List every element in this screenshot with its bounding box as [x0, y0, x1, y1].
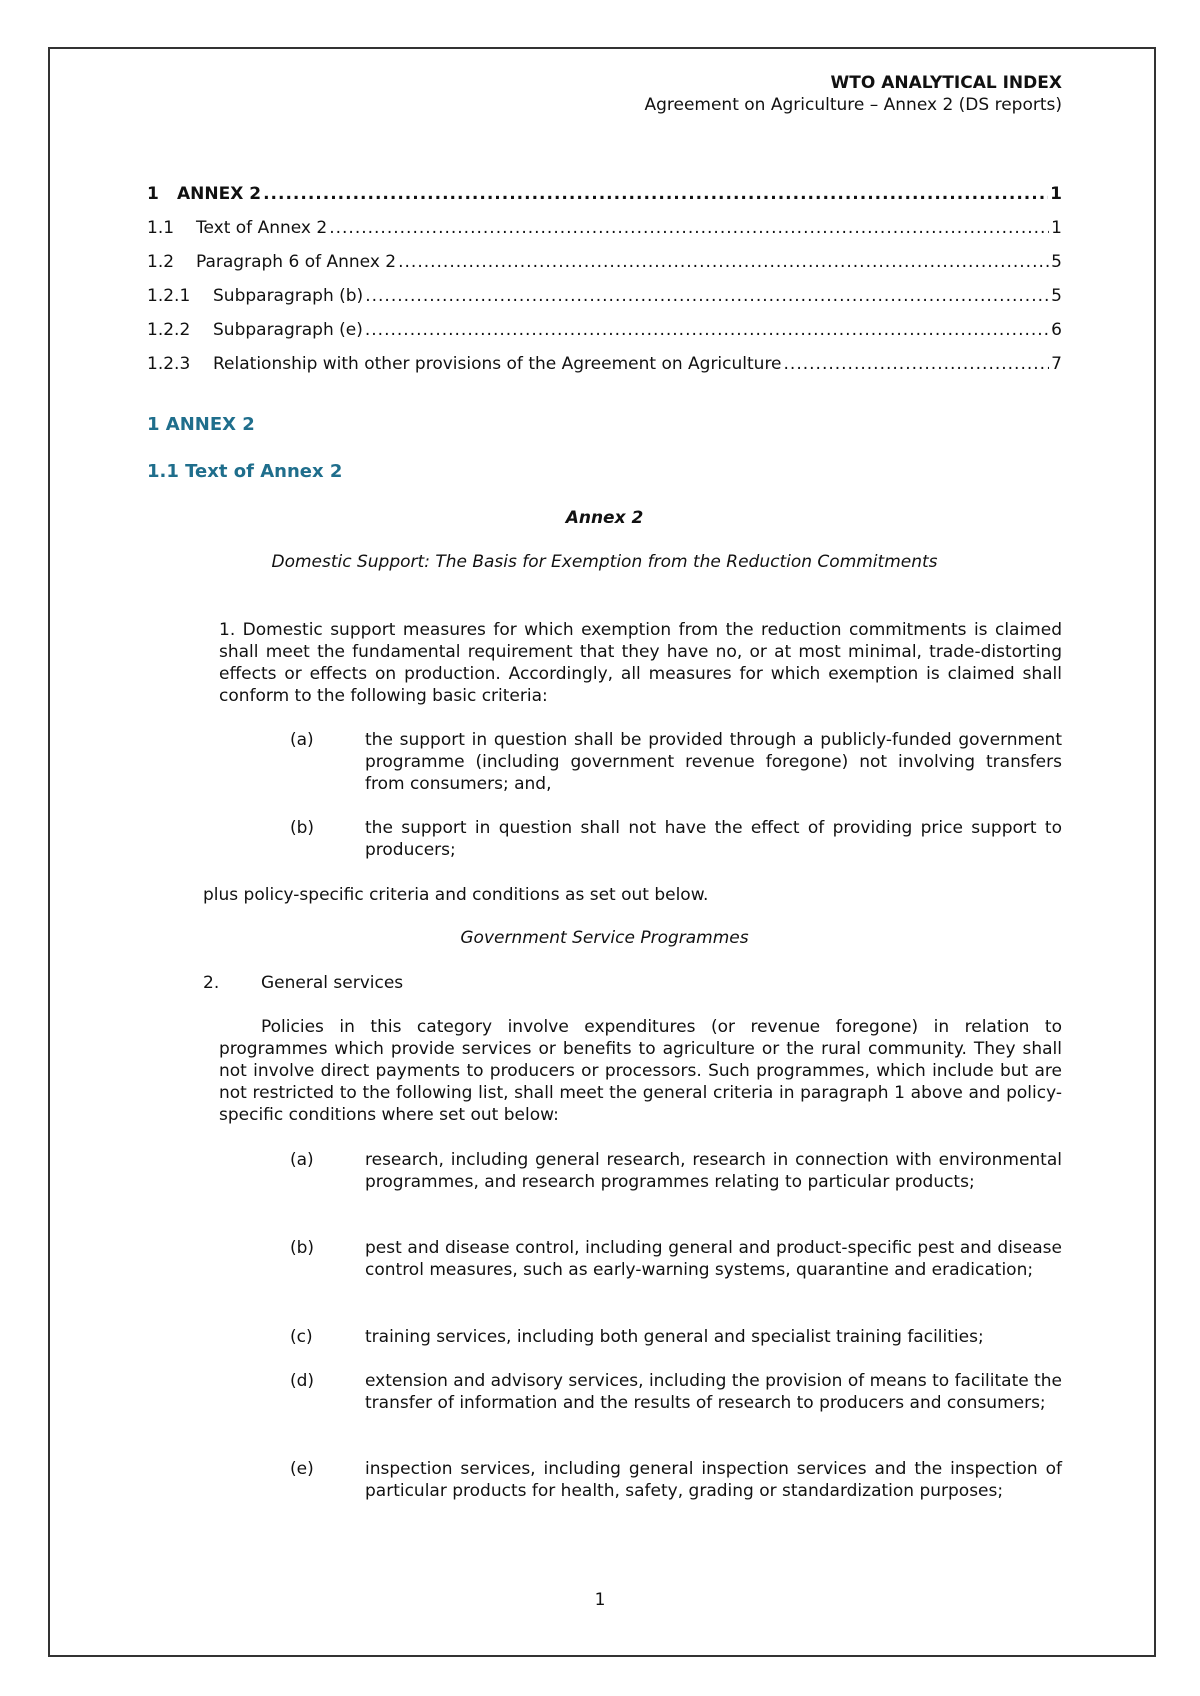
- item-label: (b): [290, 1238, 315, 1258]
- annex-title: Annex 2: [565, 508, 644, 528]
- toc-page: 5: [1051, 286, 1062, 306]
- toc-page: 6: [1051, 320, 1062, 340]
- toc-entry[interactable]: [147, 354, 1062, 388]
- toc-number: 1.2.2: [147, 320, 191, 340]
- toc-label: Paragraph 6 of Annex 2: [196, 252, 397, 272]
- toc-page: 1: [1051, 218, 1062, 238]
- paragraph-1: 1. Domestic support measures for which exemption from the reduction commitments is claimed shall meet the fundamental requirement that they have no, or at most minimal, trade-distorting effects or effects on production. Accordingly, all measures for which exemption is claimed shall conform to the following basic criteria:: [219, 620, 1062, 706]
- toc-label: ANNEX 2: [177, 184, 262, 204]
- table-of-contents: [147, 184, 1062, 388]
- toc-page: 7: [1051, 354, 1062, 374]
- item-label: (a): [290, 1150, 314, 1170]
- toc-entry[interactable]: [147, 252, 1062, 286]
- toc-leader: [398, 252, 1049, 272]
- criteria-item: [290, 817, 1062, 861]
- toc-leader: [329, 218, 1049, 238]
- item-label: (b): [290, 818, 315, 838]
- header-title: WTO ANALYTICAL INDEX: [830, 73, 1062, 93]
- service-item: [290, 1370, 1062, 1414]
- item-text: the support in question shall not have the effect of providing price support to producers;: [365, 818, 1062, 860]
- criteria-item: [290, 729, 1062, 795]
- plus-text: plus policy-specific criteria and conditions as set out below.: [203, 885, 709, 905]
- item-label: (e): [290, 1459, 314, 1479]
- item-text: research, including general research, research in connection with environmental programmes, and research programmes relating to particular products;: [365, 1150, 1062, 1192]
- toc-label: Subparagraph (e): [213, 320, 363, 340]
- toc-entry[interactable]: [147, 218, 1062, 252]
- item-label: (c): [290, 1327, 313, 1347]
- paragraph-title: General services: [261, 973, 404, 993]
- toc-leader: [365, 320, 1049, 340]
- toc-entry[interactable]: [147, 320, 1062, 354]
- section-title: Government Service Programmes: [460, 928, 749, 948]
- page-number: 1: [594, 1590, 606, 1610]
- toc-number: 1.1: [147, 218, 175, 238]
- toc-number: 1: [147, 184, 159, 204]
- service-item: [290, 1149, 1062, 1193]
- toc-label: Subparagraph (b): [213, 286, 364, 306]
- item-text: the support in question shall be provided through a publicly-funded government programme (including government revenue foregone) not involving transfers from consumers; and,: [365, 730, 1062, 794]
- item-text: pest and disease control, including general and product-specific pest and disease control measures, such as early-warning systems, quarantine and eradication;: [365, 1238, 1062, 1280]
- toc-entry[interactable]: [147, 286, 1062, 320]
- toc-leader: [365, 286, 1049, 306]
- toc-leader: [784, 354, 1050, 374]
- toc-label: Text of Annex 2: [196, 218, 328, 238]
- section-heading: 1 ANNEX 2: [147, 414, 255, 435]
- toc-number: 1.2.3: [147, 354, 191, 374]
- toc-page: 1: [1050, 184, 1062, 204]
- toc-leader: [263, 184, 1048, 204]
- subsection-heading: 1.1 Text of Annex 2: [147, 461, 343, 482]
- toc-page: 5: [1051, 252, 1062, 272]
- item-text: extension and advisory services, including the provision of means to facilitate the transfer of information and the results of research to producers and consumers;: [365, 1371, 1062, 1413]
- service-item: [290, 1458, 1062, 1502]
- item-text: inspection services, including general inspection services and the inspection of particular products for health, safety, grading or standardization purposes;: [365, 1459, 1062, 1501]
- paragraph-number: 2.: [203, 973, 220, 993]
- service-item: [290, 1237, 1062, 1281]
- toc-label: Relationship with other provisions of the Agreement on Agriculture: [213, 354, 782, 374]
- item-label: (d): [290, 1371, 315, 1391]
- paragraph-2: Policies in this category involve expenditures (or revenue foregone) in relation to programmes which provide services or benefits to agriculture or the rural community. They shall not involve direct payments to producers or processors. Such programmes, which include but are not restricted to the following list, shall meet the general criteria in paragraph 1 above and policy-specific conditions where set out below:: [219, 1017, 1062, 1125]
- annex-subtitle: Domestic Support: The Basis for Exemption from the Reduction Commitments: [271, 552, 938, 572]
- item-text: training services, including both general and specialist training facilities;: [365, 1327, 984, 1347]
- toc-entry[interactable]: [147, 184, 1062, 218]
- running-header: [644, 72, 1062, 116]
- toc-number: 1.2: [147, 252, 175, 272]
- service-item: [290, 1326, 1062, 1348]
- item-label: (a): [290, 730, 314, 750]
- toc-number: 1.2.1: [147, 286, 191, 306]
- header-subtitle: Agreement on Agriculture – Annex 2 (DS reports): [644, 95, 1062, 115]
- paragraph-2-heading: [203, 972, 1062, 994]
